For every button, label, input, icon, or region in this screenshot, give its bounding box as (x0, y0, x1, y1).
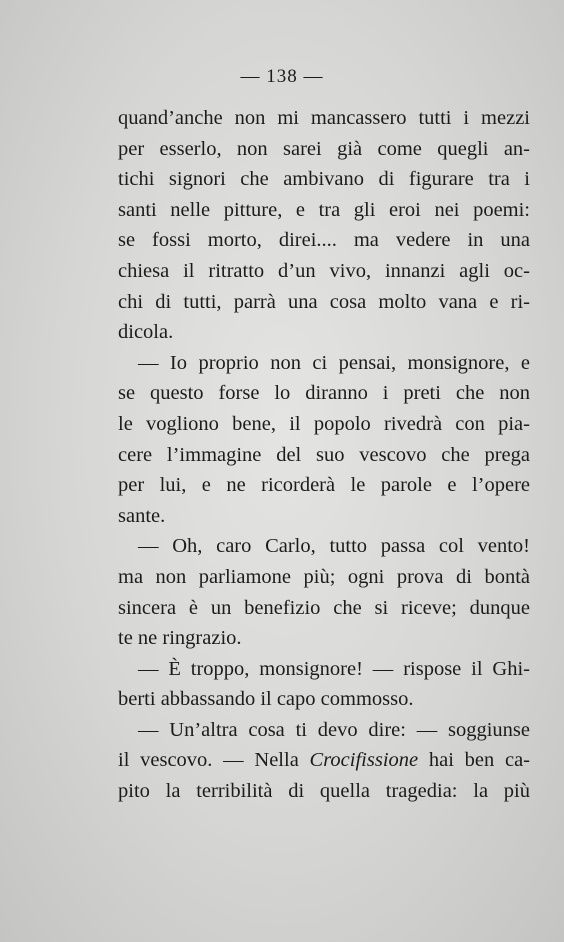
text-line: se questo forse lo diranno i preti che non (118, 382, 530, 405)
body-text (118, 103, 530, 807)
text-line: se fossi morto, direi.... ma vedere in una (118, 229, 530, 252)
text-line: ma non parliamone più; ogni prova di bontà (118, 565, 530, 588)
text-line: le vogliono bene, il popolo rivedrà con pia- (118, 412, 530, 435)
paragraph-4 (118, 654, 530, 715)
text-line: pito la terribilità di quella tragedia: la più (118, 780, 530, 803)
text-line: quand’anche non mi mancassero tutti i mezzi (118, 107, 530, 129)
text-line: — È troppo, monsignore! — rispose il Ghi- (138, 657, 530, 680)
text-segment: il vescovo. — Nella (118, 749, 310, 772)
text-line: — Io proprio non ci pensai, monsignore, e (138, 351, 530, 374)
paragraph-5 (118, 715, 530, 807)
text-line: chi di tutti, parrà una cosa molto vana e ri- (118, 290, 530, 313)
text-line: — Un’altra cosa ti devo dire: — soggiunse (138, 718, 530, 741)
paragraph-2 (118, 348, 530, 532)
text-line: per esserlo, non sarei già come quegli an- (118, 137, 530, 160)
page-number: — 138 — (240, 66, 324, 87)
text-line: sincera è un benefizio che si riceve; dunque (118, 596, 530, 619)
text-line: dicola. (118, 321, 174, 344)
text-line-with-italic (118, 745, 530, 776)
text-line: — Oh, caro Carlo, tutto passa col vento! (138, 535, 530, 558)
text-line: te ne ringrazio. (118, 627, 242, 650)
text-line: sante. (118, 504, 166, 527)
text-line: santi nelle pitture, e tra gli eroi nei poemi: (118, 198, 530, 221)
paragraph-1 (118, 103, 530, 348)
text-line: berti abbassando il capo commosso. (118, 688, 414, 711)
text-line: chiesa il ritratto d’un vivo, innanzi agli oc- (118, 259, 530, 282)
text-line: per lui, e ne ricorderà le parole e l’opere (118, 474, 530, 497)
paragraph-3 (118, 531, 530, 653)
text-line: cere l’immagine del suo vescovo che prega (118, 443, 530, 466)
text-line: tichi signori che ambivano di figurare tra i (118, 168, 530, 191)
italic-title: Crocifissione (309, 749, 419, 772)
text-segment: hai ben ca- (418, 749, 531, 772)
